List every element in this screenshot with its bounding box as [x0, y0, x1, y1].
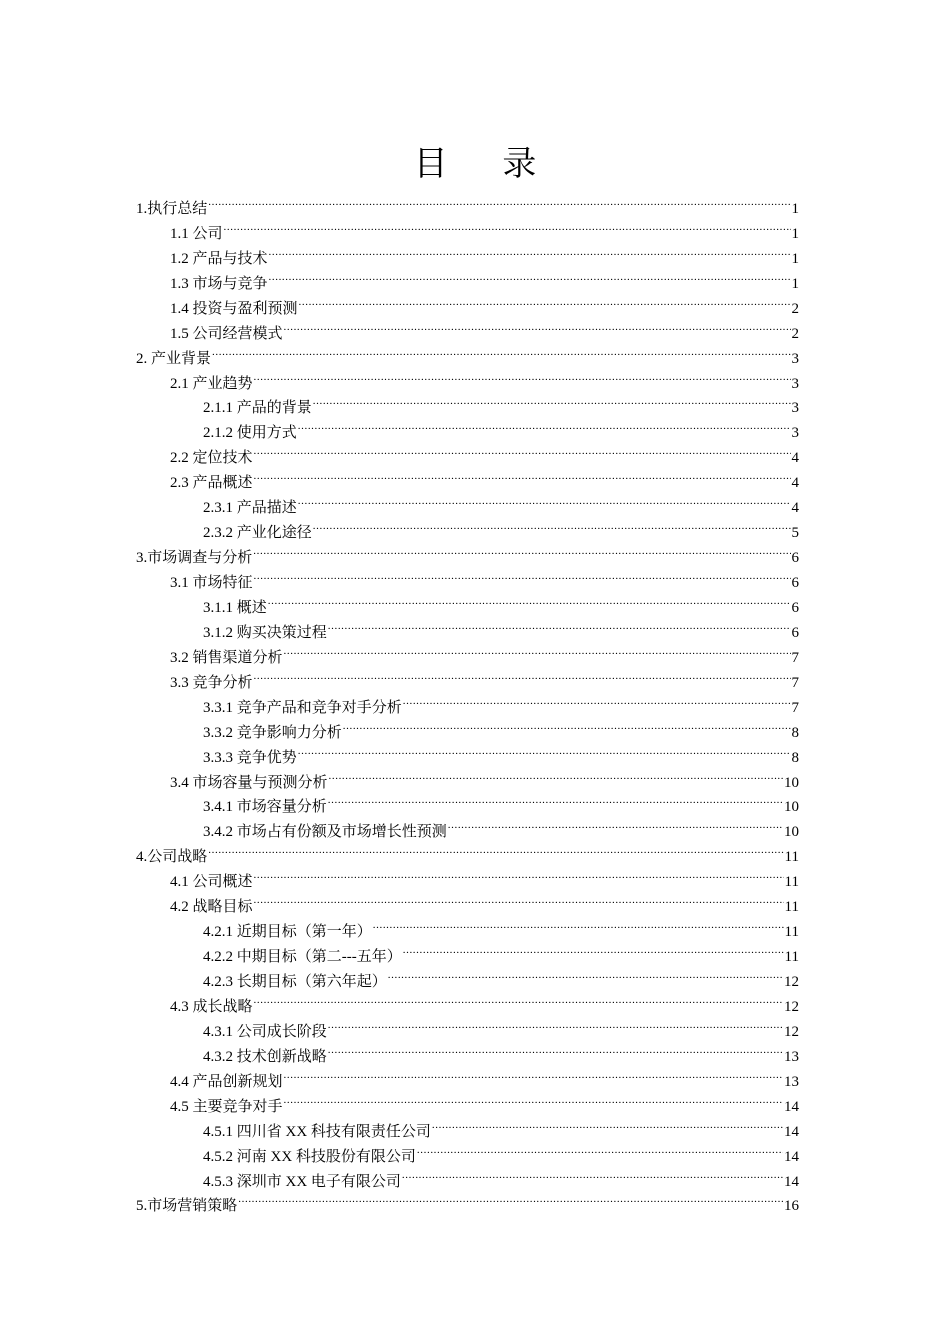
toc-page-number: 13: [784, 1073, 799, 1090]
toc-page-number: 6: [791, 550, 799, 567]
toc-page-number: 10: [784, 774, 799, 791]
toc-entry-title: 3.4.1 市场容量分析: [203, 799, 327, 816]
toc-dot-leader: [254, 562, 791, 587]
toc-title: 目 录: [413, 144, 559, 184]
toc-dot-leader: [328, 1011, 783, 1036]
toc-page-number: 14: [784, 1148, 799, 1165]
toc-dot-leader: [343, 712, 791, 737]
toc-dot-leader: [269, 238, 791, 263]
toc-page-number: 14: [784, 1123, 799, 1140]
toc-entry-level-1[interactable]: [136, 338, 799, 367]
toc-dot-leader: [403, 936, 784, 961]
toc-entry-title: 4.1 公司概述: [170, 874, 253, 891]
toc-entry-title: 4.5 主要竞争对手: [170, 1098, 283, 1115]
toc-dot-leader: [328, 612, 791, 637]
toc-dot-leader: [298, 737, 791, 762]
toc-page-number: 6: [791, 575, 799, 591]
toc-page-number: 4: [791, 475, 799, 492]
toc-dot-leader: [284, 313, 791, 338]
toc-entry-title: 2.3.1 产品描述: [203, 500, 297, 517]
toc-page-number: 3: [791, 350, 799, 367]
toc-dot-leader: [448, 811, 783, 836]
toc-dot-leader: [402, 1161, 783, 1186]
toc-entry-level-2[interactable]: [136, 238, 799, 267]
toc-entry-title: 4.3 成长战略: [170, 998, 253, 1015]
toc-entry-title: 3.3 竞争分析: [170, 674, 253, 691]
toc-entry-title: 4.4 产品创新规划: [170, 1073, 283, 1090]
toc-entry-title: 4.2.2 中期目标（第二---五年）: [203, 949, 402, 966]
toc-entry-level-2[interactable]: [136, 861, 799, 891]
toc-page-number: 11: [784, 949, 799, 966]
toc-page-number: 12: [784, 998, 799, 1015]
toc-page-number: 11: [784, 899, 799, 916]
toc-dot-leader: [328, 787, 783, 812]
toc-entry-title: 1.4 投资与盈利预测: [170, 300, 298, 317]
toc-page-number: 14: [784, 1098, 799, 1115]
toc-page-number: 7: [791, 674, 799, 691]
toc-entry-title: 4.3.2 技术创新战略: [203, 1048, 327, 1065]
toc-entry-title: 4.5.1 四川省 XX 科技有限责任公司: [203, 1123, 431, 1140]
toc-entry-title: 3.3.3 竞争优势: [203, 749, 297, 766]
toc-page-number: 7: [791, 649, 799, 666]
toc-entry-title: 4.2.1 近期目标（第一年）: [203, 924, 372, 941]
toc-dot-leader: [254, 437, 791, 462]
toc-entry-title: 1.2 产品与技术: [170, 250, 268, 267]
toc-dot-leader: [284, 1086, 783, 1111]
toc-page-number: 2: [791, 325, 799, 342]
toc-entry-title: 2.1 产业趋势: [170, 375, 253, 392]
toc-entry-level-1[interactable]: [136, 836, 799, 866]
toc-entry-title: 3.4 市场容量与预测分析: [170, 774, 328, 791]
toc-page-number: 8: [791, 749, 799, 766]
toc-page-number: 8: [791, 724, 799, 741]
toc-page-number: 11: [784, 849, 799, 866]
toc-page-number: 16: [784, 1198, 799, 1215]
toc-dot-leader: [212, 338, 790, 363]
toc-page-number: 12: [784, 974, 799, 990]
toc-page-number: 3: [791, 375, 799, 392]
toc-dot-leader: [268, 587, 791, 612]
toc-dot-leader: [299, 288, 791, 313]
toc-entry-title: 4.2.3 长期目标（第六年起）: [203, 974, 387, 990]
toc-dot-leader: [298, 487, 791, 512]
toc-entry-title: 4.3.1 公司成长阶段: [203, 1023, 327, 1040]
toc-page-number: 2: [791, 300, 799, 317]
toc-entry-title: 2.3 产品概述: [170, 475, 253, 492]
toc-dot-leader: [373, 911, 784, 936]
toc-page-number: 11: [784, 874, 799, 891]
toc-page-number: 6: [791, 624, 799, 641]
toc-entry-title: 2.1.2 使用方式: [203, 425, 297, 442]
toc-page-number: 10: [784, 799, 799, 816]
toc-entry-title: 1.1 公司: [170, 225, 223, 242]
toc-page-number: 6: [791, 599, 799, 616]
toc-entry-title: 1.5 公司经营模式: [170, 325, 283, 342]
toc-dot-leader: [208, 188, 790, 213]
toc-dot-leader: [224, 213, 791, 238]
toc-entry-title: 3.市场调查与分析: [136, 550, 253, 567]
toc-page-number: 3: [791, 425, 799, 442]
toc-dot-leader: [328, 1036, 783, 1061]
toc-page-number: 7: [791, 699, 799, 716]
toc-dot-leader: [238, 1186, 783, 1211]
toc-dot-leader: [284, 637, 791, 662]
toc-dot-leader: [388, 961, 783, 986]
toc-dot-leader: [417, 1136, 783, 1161]
toc-page-number: 3: [791, 400, 799, 417]
toc-entry-level-2[interactable]: [136, 363, 799, 392]
toc-page-number: 1: [791, 250, 799, 267]
toc-page-number: 4: [791, 450, 799, 467]
toc-entry-title: 3.1.1 概述: [203, 599, 267, 616]
toc-entry-title: 2.2 定位技术: [170, 450, 253, 467]
toc-entry-title: 3.3.1 竞争产品和竞争对手分析: [203, 699, 402, 716]
toc-entry-title: 1.3 市场与竞争: [170, 275, 268, 292]
toc-entry-title: 4.5.2 河南 XX 科技股份有限公司: [203, 1148, 416, 1165]
toc-dot-leader: [253, 537, 790, 562]
toc-dot-leader: [254, 662, 791, 687]
toc-page-number: 1: [791, 225, 799, 242]
toc-entry-title: 3.1.2 购买决策过程: [203, 624, 327, 641]
toc-entry-title: 2.1.1 产品的背景: [203, 400, 312, 417]
toc-dot-leader: [298, 412, 791, 437]
toc-entry-title: 3.4.2 市场占有份额及市场增长性预测: [203, 824, 447, 841]
toc-dot-leader: [432, 1111, 783, 1136]
toc-dot-leader: [254, 886, 784, 911]
toc-page-number: 1: [791, 275, 799, 292]
toc-dot-leader: [254, 986, 783, 1011]
toc-list: [136, 188, 799, 1215]
toc-page-number: 11: [784, 924, 799, 941]
toc-dot-leader: [329, 762, 783, 787]
toc-dot-leader: [403, 687, 791, 712]
toc-entry-title: 2.3.2 产业化途径: [203, 525, 312, 542]
toc-page-number: 12: [784, 1023, 799, 1040]
toc-entry-title: 4.2 战略目标: [170, 899, 253, 916]
toc-entry-title: 4.5.3 深圳市 XX 电子有限公司: [203, 1173, 401, 1190]
toc-entry-title: 5.市场营销策略: [136, 1198, 238, 1215]
toc-dot-leader: [254, 861, 784, 886]
toc-page-number: 1: [791, 200, 799, 217]
toc-dot-leader: [269, 263, 791, 288]
toc-dot-leader: [208, 836, 783, 861]
toc-page-number: 4: [791, 500, 799, 517]
toc-dot-leader: [254, 363, 791, 388]
toc-entry-title: 3.3.2 竞争影响力分析: [203, 724, 342, 741]
toc-entry-title: 3.1 市场特征: [170, 575, 253, 591]
toc-page-number: 5: [791, 525, 799, 542]
toc-dot-leader: [313, 512, 791, 537]
toc-dot-leader: [254, 462, 791, 487]
toc-entry-title: 2. 产业背景: [136, 350, 212, 367]
toc-entry-title: 3.2 销售渠道分析: [170, 649, 283, 666]
toc-entry-title: 1.执行总结: [136, 200, 208, 217]
toc-dot-leader: [284, 1061, 783, 1086]
toc-entry-title: 4.公司战略: [136, 849, 208, 866]
toc-page-number: 14: [784, 1173, 799, 1190]
toc-entry-level-1[interactable]: [136, 188, 799, 217]
toc-page-number: 13: [784, 1048, 799, 1065]
toc-dot-leader: [313, 388, 791, 413]
toc-entry-level-2[interactable]: [136, 213, 799, 242]
toc-page-number: 10: [784, 824, 799, 841]
